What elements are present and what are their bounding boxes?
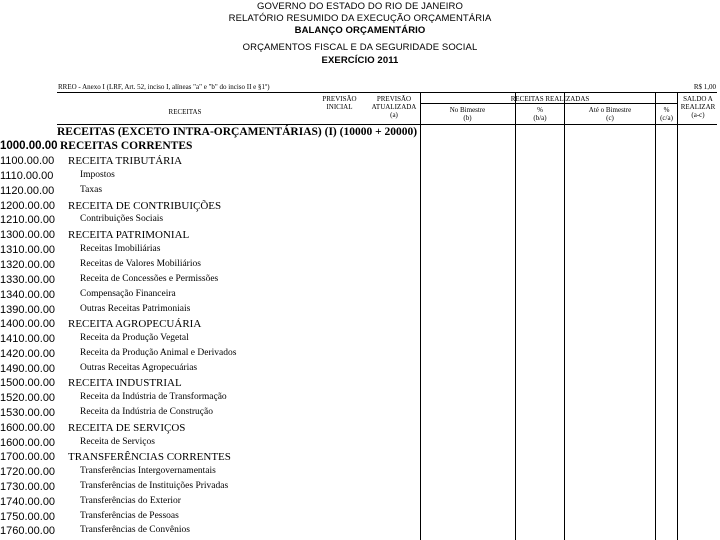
row-description: Outras Receitas Patrimoniais xyxy=(80,304,191,314)
row-code: 1420.00.00 xyxy=(0,348,56,360)
row-code: 1760.00.00 xyxy=(0,525,56,537)
row-description: Contribuições Sociais xyxy=(80,214,164,224)
row-code: 1100.00.00 xyxy=(0,155,55,167)
col-header-receitas: RECEITAS xyxy=(168,108,202,116)
row-description: Receita da Indústria de Transformação xyxy=(80,392,227,402)
row-code: 1720.00.00 xyxy=(0,466,56,478)
row-code: 1400.00.00 xyxy=(0,318,56,330)
row-description: RECEITA PATRIMONIAL xyxy=(68,229,190,241)
col-header-no-bimestre: No Bimestre (b) xyxy=(449,106,486,122)
row-code: 1600.00.00 xyxy=(0,437,56,449)
header-line-balance: BALANÇO ORÇAMENTÁRIO xyxy=(294,25,426,36)
row-description: Receitas de Valores Mobiliários xyxy=(80,259,201,269)
header-line-report: RELATÓRIO RESUMIDO DA EXECUÇÃO ORÇAMENTÁRIA xyxy=(228,13,492,24)
row-description: RECEITA DE CONTRIBUIÇÕES xyxy=(68,200,222,212)
row-code: 1210.00.00 xyxy=(0,214,56,226)
row-code: 1120.00.00 xyxy=(0,185,55,197)
row-description: Receita da Produção Vegetal xyxy=(80,333,189,343)
col-rule-3 xyxy=(564,93,565,540)
header-line-year: EXERCÍCIO 2011 xyxy=(321,55,399,66)
row-code: 1410.00.00 xyxy=(0,333,56,345)
row-description: RECEITAS (EXCETO INTRA-ORÇAMENTÁRIAS) (I) (10000 + 20000) xyxy=(57,126,418,138)
row-code: 1330.00.00 xyxy=(0,274,56,286)
row-code: 1730.00.00 xyxy=(0,481,56,493)
row-code: 1520.00.00 xyxy=(0,392,56,404)
header-line-budgets: ORÇAMENTOS FISCAL E DA SEGURIDADE SOCIAL xyxy=(242,42,478,53)
row-description: Transferências de Instituições Privadas xyxy=(80,481,229,491)
row-code: 1740.00.00 xyxy=(0,496,56,508)
col-rule-4 xyxy=(655,93,656,540)
row-description: Transferências do Exterior xyxy=(80,496,181,506)
header-line-government: GOVERNO DO ESTADO DO RIO DE JANEIRO xyxy=(256,1,463,12)
row-description: Compensação Financeira xyxy=(80,289,176,299)
row-description: Transferências de Pessoas xyxy=(80,511,179,521)
row-description: Transferências Intergovernamentais xyxy=(80,466,216,476)
col-header-saldo: SALDO A REALIZAR (a-c) xyxy=(680,95,716,119)
row-description: Receita da Indústria de Construção xyxy=(80,407,213,417)
row-description: TRANSFERÊNCIAS CORRENTES xyxy=(68,451,231,463)
col-header-previsao-atualizada: PREVISÃO ATUALIZADA (a) xyxy=(371,95,417,119)
row-code: 1700.00.00 xyxy=(0,451,56,463)
row-code: 1200.00.00 xyxy=(0,200,56,212)
currency-unit: R$ 1,00 xyxy=(693,83,716,91)
col-rule-2 xyxy=(515,93,516,540)
row-code: 1110.00.00 xyxy=(0,170,54,182)
row-description: RECEITA INDUSTRIAL xyxy=(68,377,182,389)
header-bottom-rule xyxy=(57,124,717,125)
row-description: Outras Receitas Agropecuárias xyxy=(80,363,198,373)
col-header-pct-b-a: % (b/a) xyxy=(533,106,547,122)
row-description: Impostos xyxy=(80,170,115,180)
col-header-pct-c-a: % (c/a) xyxy=(660,106,673,122)
row-description: Receita de Serviços xyxy=(80,437,155,447)
row-description: Receitas Imobiliárias xyxy=(80,244,161,254)
row-code: 1320.00.00 xyxy=(0,259,56,271)
row-description: Taxas xyxy=(80,185,103,195)
row-code: 1310.00.00 xyxy=(0,244,56,256)
report-reference: RREO - Anexo I (LRF, Art. 52, inciso I, alíneas "a" e "b" do inciso II e §1º) xyxy=(58,83,270,91)
row-code: 1000.00.00 xyxy=(0,140,58,152)
realized-subheader-rule xyxy=(420,103,678,104)
row-code: 1500.00.00 xyxy=(0,377,56,389)
col-rule-5 xyxy=(677,93,678,540)
row-code: 1600.00.00 xyxy=(0,422,56,434)
row-description: Receita da Produção Animal e Derivados xyxy=(80,348,237,358)
col-header-ate-bimestre: Até o Bimestre (c) xyxy=(588,106,632,122)
row-description: Transferências de Convênios xyxy=(80,525,190,535)
col-header-previsao-inicial: PREVISÃO INICIAL xyxy=(322,95,357,111)
row-description: RECEITAS CORRENTES xyxy=(60,140,193,152)
col-header-receitas-realizadas: RECEITAS REALIZADAS xyxy=(510,95,590,103)
row-code: 1390.00.00 xyxy=(0,304,56,316)
row-code: 1300.00.00 xyxy=(0,229,56,241)
row-description: RECEITA TRIBUTÁRIA xyxy=(68,155,183,167)
row-code: 1750.00.00 xyxy=(0,511,56,523)
row-code: 1340.00.00 xyxy=(0,289,56,301)
table-top-rule xyxy=(57,92,717,93)
row-description: RECEITA DE SERVIÇOS xyxy=(68,422,186,434)
row-description: RECEITA AGROPECUÁRIA xyxy=(68,318,202,330)
row-description: Receita de Concessões e Permissões xyxy=(80,274,219,284)
col-rule-1 xyxy=(420,93,421,540)
row-code: 1530.00.00 xyxy=(0,407,56,419)
row-code: 1490.00.00 xyxy=(0,363,56,375)
